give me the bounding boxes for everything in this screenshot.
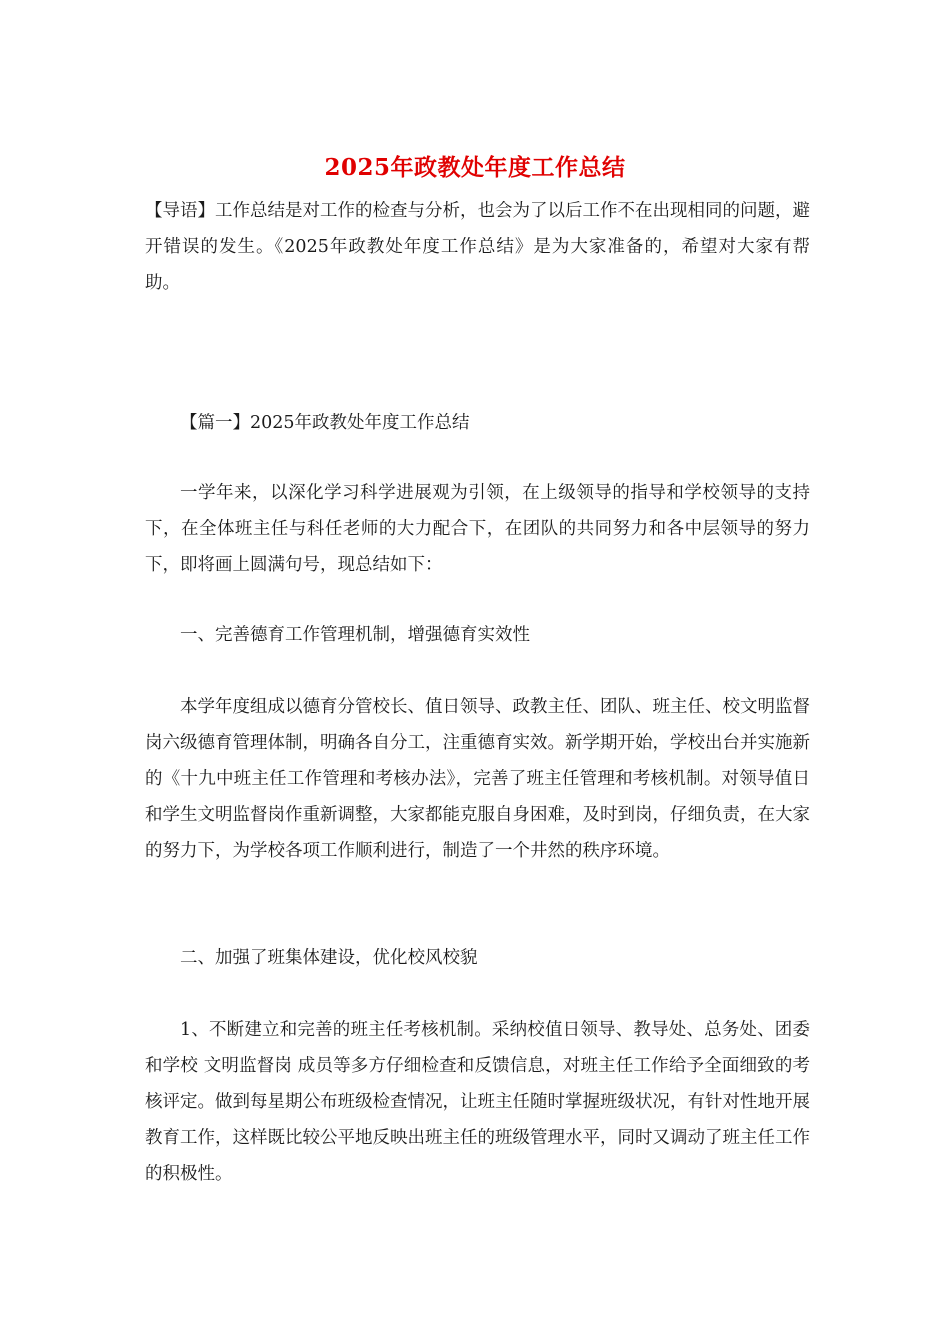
- body-paragraph: 一学年来，以深化学习科学进展观为引领，在上级领导的指导和学校领导的支持下，在全体班主任与科任老师的大力配合下，在团队的共同努力和各中层领导的努力下，即将画上圆满句号，现总结如下：: [145, 483, 810, 575]
- document-title: 2025年政教处年度工作总结: [324, 154, 626, 181]
- section-title: 【篇一】2025年政教处年度工作总结: [180, 413, 470, 433]
- body-heading: 一、完善德育工作管理机制，增强德育实效性: [180, 625, 530, 645]
- intro-paragraph: 【导语】工作总结是对工作的检查与分析，也会为了以后工作不在出现相同的问题，避开错误的发生。《2025年政教处年度工作总结》是为大家准备的，希望对大家有帮助。: [145, 201, 810, 293]
- body-paragraph: 本学年度组成以德育分管校长、值日领导、政教主任、团队、班主任、校文明监督岗六级德育管理体制，明确各自分工，注重德育实效。新学期开始，学校出台并实施新的《十九中班主任工作管理和考核办法》，完善了班主任管理和考核机制。对领导值日和学生文明监督岗作重新调整，大家都能克服自身困难，及时到岗，仔细负责，在大家的努力下，为学校各项工作顺利进行，制造了一个井然的秩序环境。: [145, 697, 810, 861]
- body-paragraph: 1、不断建立和完善的班主任考核机制。采纳校值日领导、教导处、总务处、团委和学校 文明监督岗 成员等多方仔细检查和反馈信息，对班主任工作给予全面细致的考核评定。做到每星期公布班级检查情况，让班主任随时掌握班级状况，有针对性地开展教育工作，这样既比较公平地反映出班主任的班级管理水平，同时又调动了班主任工作的积极性。: [145, 1020, 810, 1184]
- body-heading: 二、加强了班集体建设，优化校风校貌: [180, 948, 478, 968]
